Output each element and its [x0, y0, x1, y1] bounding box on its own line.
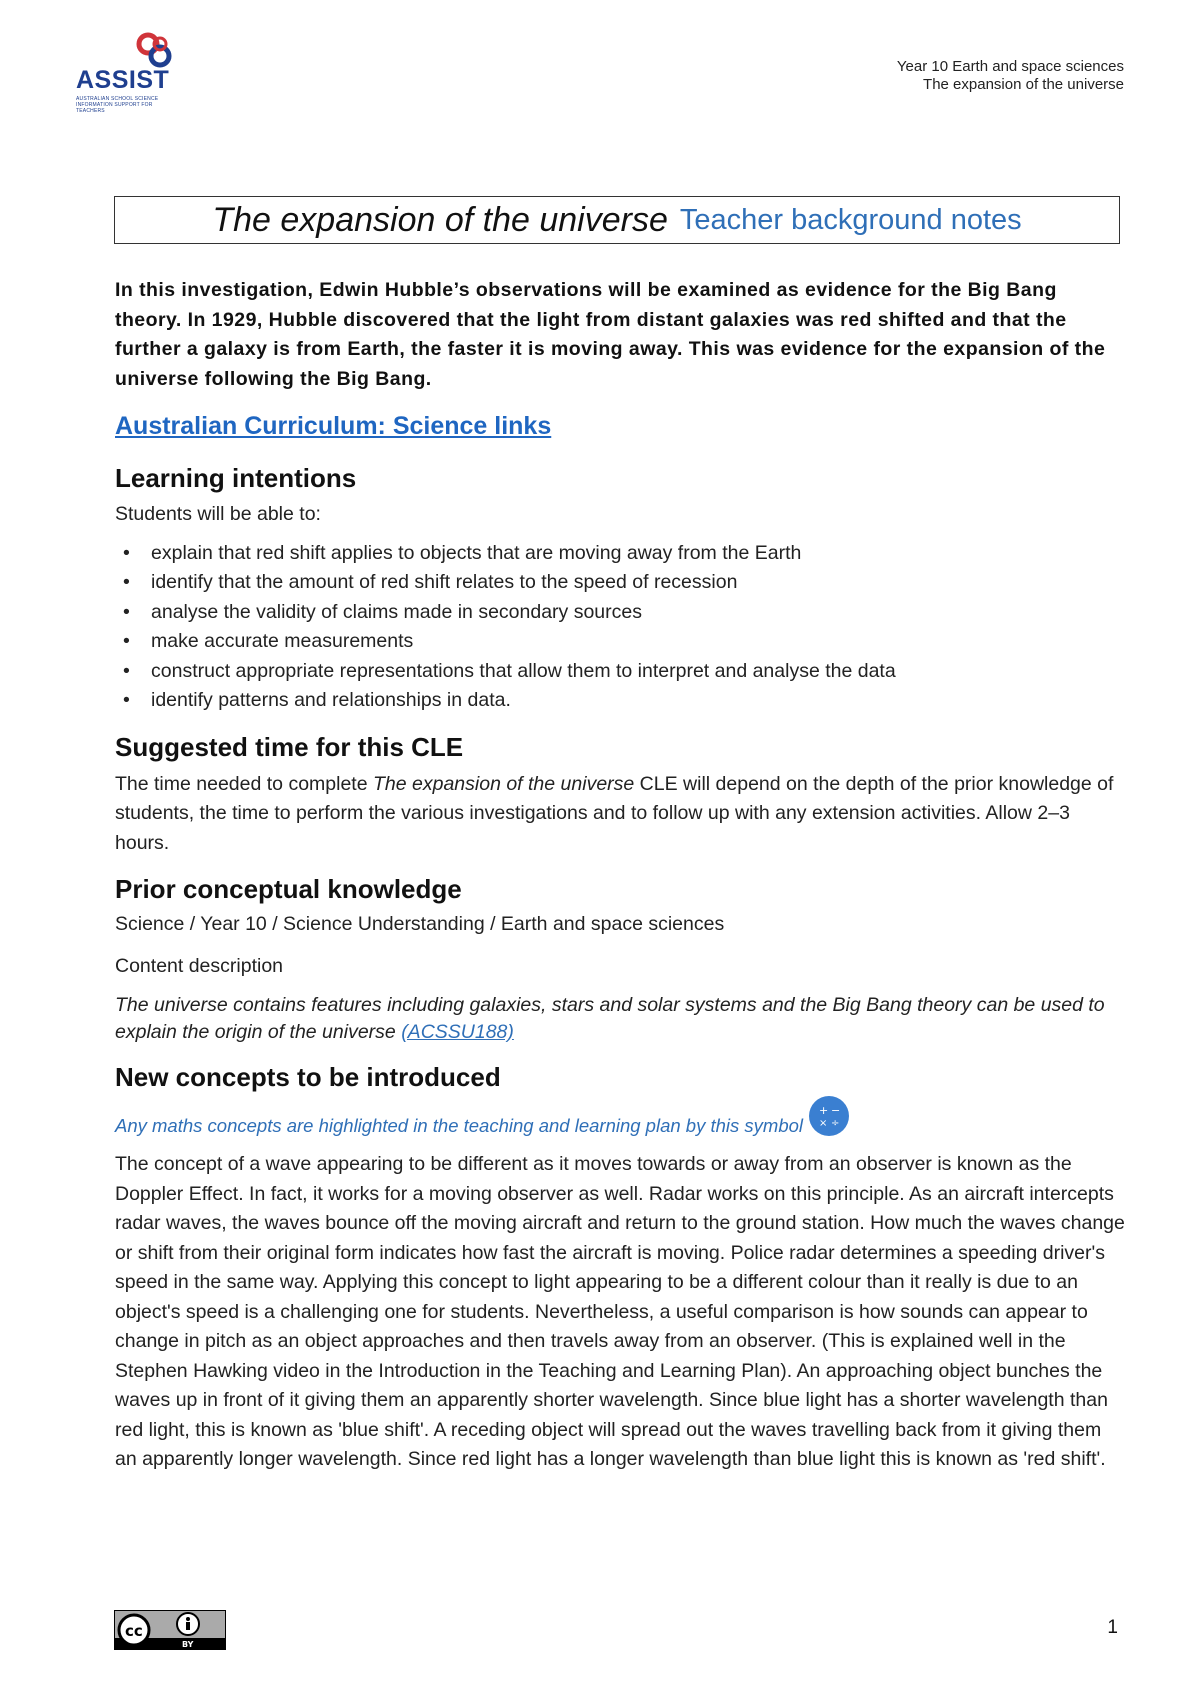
prior-path: Science / Year 10 / Science Understanding / Earth and space sciences: [115, 913, 725, 935]
svg-text:×: ×: [819, 1118, 828, 1129]
page-number: 1: [1107, 1617, 1118, 1638]
running-header: [897, 58, 1124, 94]
list-item: • identify patterns and relationships in data.: [115, 686, 1125, 716]
curriculum-link[interactable]: Australian Curriculum: Science links: [115, 412, 552, 440]
learning-list: [115, 539, 1125, 716]
document-body: [115, 276, 1125, 1475]
content-description-label: Content description: [115, 954, 284, 977]
time-text-rest: CLE will depend on the depth of the prior knowledge of students, the time to perform the various investigations and to follow up with any extension activities. Allow 2–3 hours.: [115, 772, 1114, 854]
intro-paragraph: In this investigation, Edwin Hubble’s observations will be examined as evidence for the Big Bang theory. In 1929, Hubble discovered that the light from distant galaxies was red shifted and that the further a galaxy is from Earth, the faster it is moving away. This was evidence for the expansion of the universe following the Big Bang.: [115, 279, 1106, 390]
running-header-line1: Year 10 Earth and space sciences: [896, 58, 1124, 75]
list-item: • construct appropriate representations that allow them to interpret and analyse the data: [115, 657, 1125, 687]
cc-by-license-icon: [114, 1610, 226, 1650]
svg-text:cc: cc: [125, 1622, 143, 1640]
svg-text:−: −: [831, 1104, 841, 1117]
assist-logo-icon: [134, 32, 174, 70]
svg-text:+: +: [819, 1104, 829, 1117]
maths-symbol-icon: [809, 1096, 849, 1136]
time-paragraph: [115, 770, 1125, 859]
list-item: • identify that the amount of red shift relates to the speed of recession: [115, 568, 1125, 598]
list-item: • make accurate measurements: [115, 627, 1125, 657]
maths-note-text: Any maths concepts are highlighted in the teaching and learning plan by this symbol: [115, 1115, 804, 1136]
maths-note: [115, 1106, 1125, 1146]
license-label: BY: [182, 1640, 194, 1649]
content-description-text: The universe contains features including galaxies, stars and solar systems and the Big Bang theory can be used to explain the origin of the universe: [115, 994, 1105, 1043]
prior-heading: Prior conceptual knowledge: [115, 874, 462, 904]
list-item: • explain that red shift applies to objects that are moving away from the Earth: [115, 539, 1125, 569]
new-concepts-heading: New concepts to be introduced: [115, 1062, 501, 1092]
page-title: The expansion of the universe: [212, 200, 668, 239]
svg-text:÷: ÷: [831, 1118, 840, 1129]
logo-tagline: AUSTRALIAN SCHOOL SCIENCE INFORMATION SUPPORT FOR TEACHERS: [76, 96, 159, 114]
logo-wordmark: ASSIST: [76, 66, 170, 94]
learning-lead: Students will be able to:: [115, 503, 321, 525]
doppler-paragraph: The concept of a wave appearing to be different as it moves towards or away from an observer is known as the Doppler Effect. In fact, it works for a moving observer as well. Radar works on this principle. As an aircraft intercepts radar waves, the waves bounce off the moving aircraft and return to the ground station. How much the waves change or shift from their original form indicates how fast the aircraft is moving. Police radar determines a speeding driver's speed in the same way. Applying this concept to light appearing to be a different colour than it really is due to an object's speed is a challenging one for students. Nevertheless, a useful comparison is how sounds can appear to change in pitch as an object approaches and then travels away from an observer. (This is explained well in the Stephen Hawking video in the Introduction in the Teaching and Learning Plan). An approaching object bunches the waves up in front of it giving them an apparently shorter wavelength. Since blue light has a shorter wavelength than red light, this is known as 'blue shift'. A receding object will spread out the waves travelling back from it giving them an apparently longer wavelength. Since red light has a longer wavelength than blue light this is known as 'red shift'.: [115, 1153, 1125, 1470]
running-header-line2: The expansion of the universe: [923, 76, 1124, 93]
page-subtitle: Teacher background notes: [679, 203, 1022, 236]
title-box: [114, 196, 1120, 244]
time-text-italic: The expansion of the universe: [373, 772, 635, 795]
time-text: The time needed to complete: [115, 772, 373, 795]
content-description: [115, 992, 1125, 1046]
learning-heading: Learning intentions: [115, 463, 357, 493]
time-heading: Suggested time for this CLE: [115, 731, 464, 762]
assist-logo: [76, 32, 176, 114]
list-item: • analyse the validity of claims made in secondary sources: [115, 598, 1125, 628]
acssu188-link[interactable]: (ACSSU188): [401, 1021, 514, 1043]
